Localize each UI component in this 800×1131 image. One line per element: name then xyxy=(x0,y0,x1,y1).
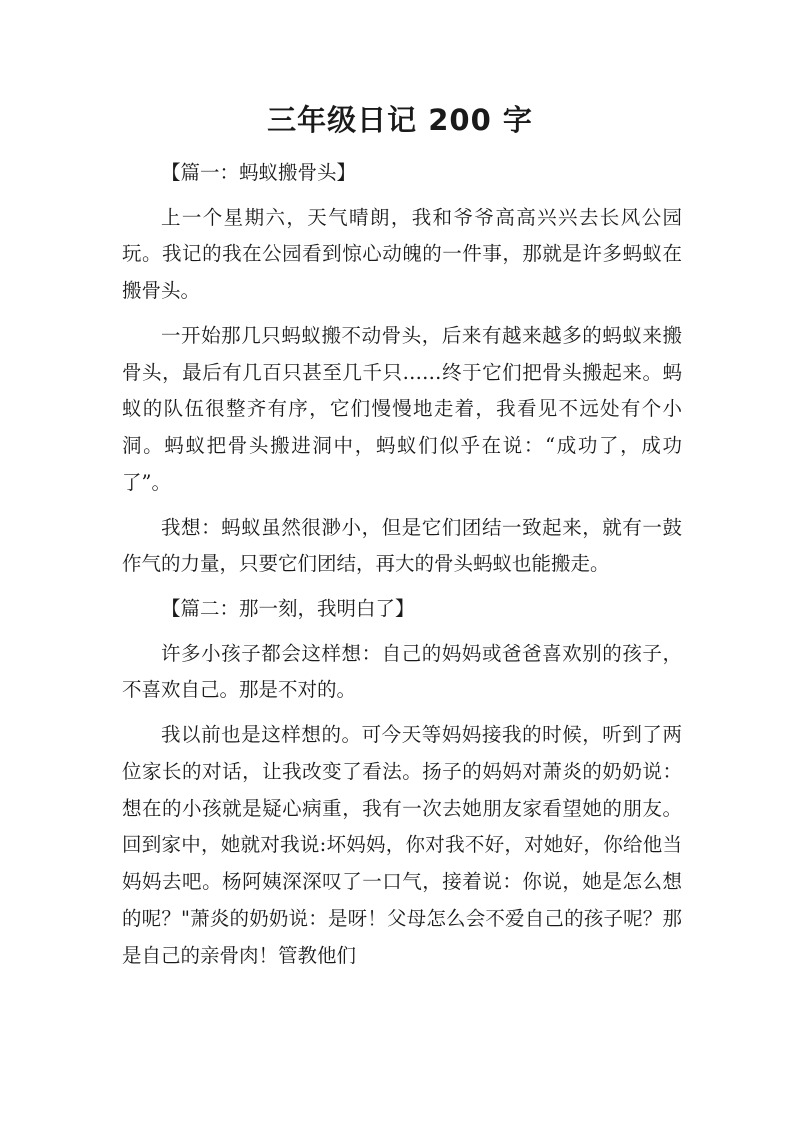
paragraph-2: 一开始那几只蚂蚁搬不动骨头，后来有越来越多的蚂蚁来搬骨头，最后有几百只甚至几千只……终于它们把骨头搬起来。蚂蚁的队伍很整齐有序，它们慢慢地走着，我看见不远处有个小洞。蚂蚁把骨头搬进洞中，蚂蚁们似乎在说：“成功了，成功了”。 xyxy=(122,323,682,494)
section-heading-2: 【篇二：那一刻，我明白了】 xyxy=(161,596,415,620)
paragraph-3: 我想：蚂蚁虽然很渺小，但是它们团结一致起来，就有一鼓作气的力量，只要它们团结，再大的骨头蚂蚁也能搬走。 xyxy=(122,515,682,576)
paragraph-5: 我以前也是这样想的。可今天等妈妈接我的时候，听到了两位家长的对话，让我改变了看法。扬子的妈妈对萧炎的奶奶说：想在的小孩就是疑心病重，我有一次去她朋友家看望她的朋友。回到家中，她就对我说:坏妈妈，你对我不好，对她好，你给他当妈妈去吧。杨阿姨深深叹了一口气，接着说：你说，她是怎么想的呢？"萧炎的奶奶说：是呀！父母怎么会不爱自己的孩子呢？那是自己的亲骨肉！管教他们 xyxy=(122,722,682,967)
document-body xyxy=(122,155,682,975)
page-title: 三年级日记 200 字 xyxy=(267,103,533,137)
section-heading-1: 【篇一：蚂蚁搬骨头】 xyxy=(161,161,357,184)
paragraph-1: 上一个星期六，天气晴朗，我和爷爷高高兴兴去长风公园玩。我记的我在公园看到惊心动魄的一件事，那就是许多蚂蚁在搬骨头。 xyxy=(122,205,682,303)
paragraph-4: 许多小孩子都会这样想：自己的妈妈或爸爸喜欢别的孩子，不喜欢自己。那是不对的。 xyxy=(122,641,682,702)
